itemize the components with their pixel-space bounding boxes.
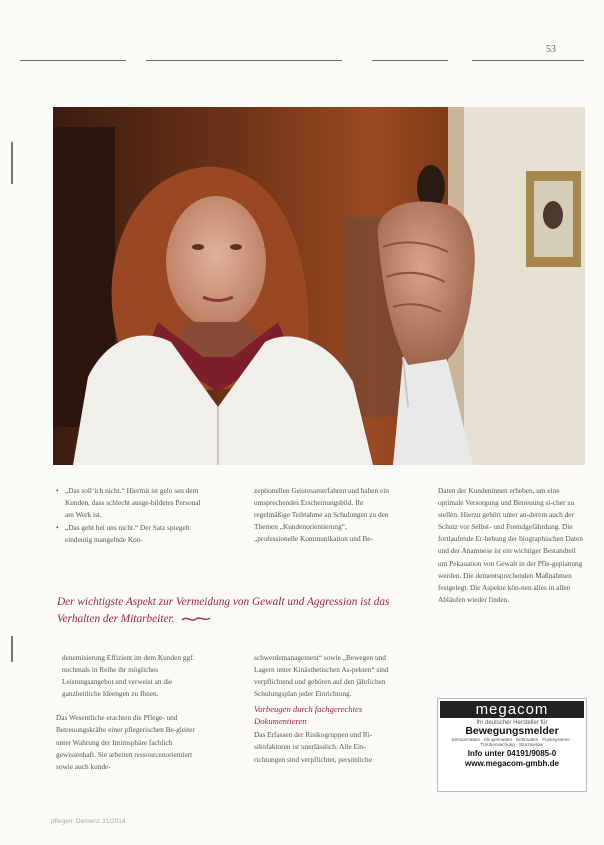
body-text: denemisierung Effizient im dem Kunden ggf. nochmals in Reihe ihr mögliches Leistungsangebot und verweist an die ganzheitliche Ideengen zu Ihnen. xyxy=(62,653,195,699)
list-item: • „Das soll‘ich nicht.“ Hiermit ist gelo sen dem Kunden, dass schlecht ausge-bildetes Personal am Werk ist. xyxy=(56,485,201,521)
column2-bottom xyxy=(254,652,390,766)
section-subheading: Vorbeugen durch fachgerechtes Dokumentieren xyxy=(254,704,363,726)
ad-logo: megacom xyxy=(440,701,584,718)
advertisement[interactable] xyxy=(437,698,587,792)
ad-phone: Info unter 04191/9085-0 xyxy=(467,748,557,758)
body-text: Das Erfassen der Risikogruppen und Ri-sikofaktoren ist unerlässlich. Alle Ein-richtungen sind verpflichtet, persönliche xyxy=(254,730,373,764)
header-rule-2 xyxy=(146,60,342,61)
column2-top xyxy=(254,485,392,545)
ad-url-link[interactable]: www.megacom-gmbh.de xyxy=(465,758,559,768)
bullet-list xyxy=(56,485,201,546)
swirl-ornament-icon xyxy=(181,615,211,623)
pull-quote xyxy=(57,594,392,628)
pull-quote-text: Der wichtigste Aspekt zur Vermeidung von Gewalt und Aggression ist das Verhalten der Mitarbeiter. xyxy=(57,596,390,625)
header-rule-1 xyxy=(20,60,126,61)
column1-top xyxy=(56,485,201,547)
ad-tagline: Ihr deutscher Hersteller für xyxy=(476,720,548,726)
article-photo xyxy=(53,107,585,465)
page-footer: pflegen: Demenz 31/2014 xyxy=(51,818,126,825)
binding-mark-top xyxy=(11,142,13,184)
binding-mark-bottom xyxy=(11,636,13,662)
page-number: 53 xyxy=(546,44,556,55)
header-rule-4 xyxy=(472,60,584,61)
body-text: Das Wesentliche erachten die Pflege- und Betreuungskräfte einer pflegerischen Be-gleiter unter Wahrung der Intimsphäre fachlich gewissenhaft. Sie arbeiten ressourcenorientiert sowie auch kunde- xyxy=(56,713,195,771)
header-rule-3 xyxy=(372,60,448,61)
list-item: • „Das geht bei uns nicht.“ Der Satz spiegelt eindeutig mangelnde Kon- xyxy=(56,522,201,546)
body-text: schwerdemanagement“ sowie „Bewegen und Lagern unter Kinästhetischen As-pekten“ sind verpflichtend und gehören auf den jährlichen Schulungsplan jeder Einrichtung. xyxy=(254,653,389,699)
body-text: Daten der Kundeninnen erheben, um eine optimale Versorgung und Betreuung si-cher zu stellen. Hierzu gehört unter an-derem auch der Schutz vor Selbst- und Fremdgefährdung. Die fortlaufende Er-hebung der biographischen Daten und der Anamnese ist ein wichtiger Bestandteil um Pekauation von Gewalt in der Pfle-geplanung werden. Die dementsprechenden Maßnahmen festgelegt. Die Aspekte kön-nen alles in allen Abläufen wieder finden. xyxy=(438,486,583,604)
column3 xyxy=(438,485,585,606)
photo-illustration xyxy=(53,107,585,465)
ad-product-list: Sensormatten · Klingelmatten · Bettmatten · Funksysteme · Türüberwachung · Sturzmelder xyxy=(451,737,573,748)
ad-product: Bewegungsmelder xyxy=(465,725,559,737)
body-text: zeptionellen Geistesamerfahren und haben ein umsprechendes Erscheinungsbild. Ihr regelmäßige Teilnahme an Schulungen zu den Themen „Kundenorientierung“, „professionelle Kommunikation und Be- xyxy=(254,486,389,544)
column1-bottom xyxy=(56,652,208,773)
